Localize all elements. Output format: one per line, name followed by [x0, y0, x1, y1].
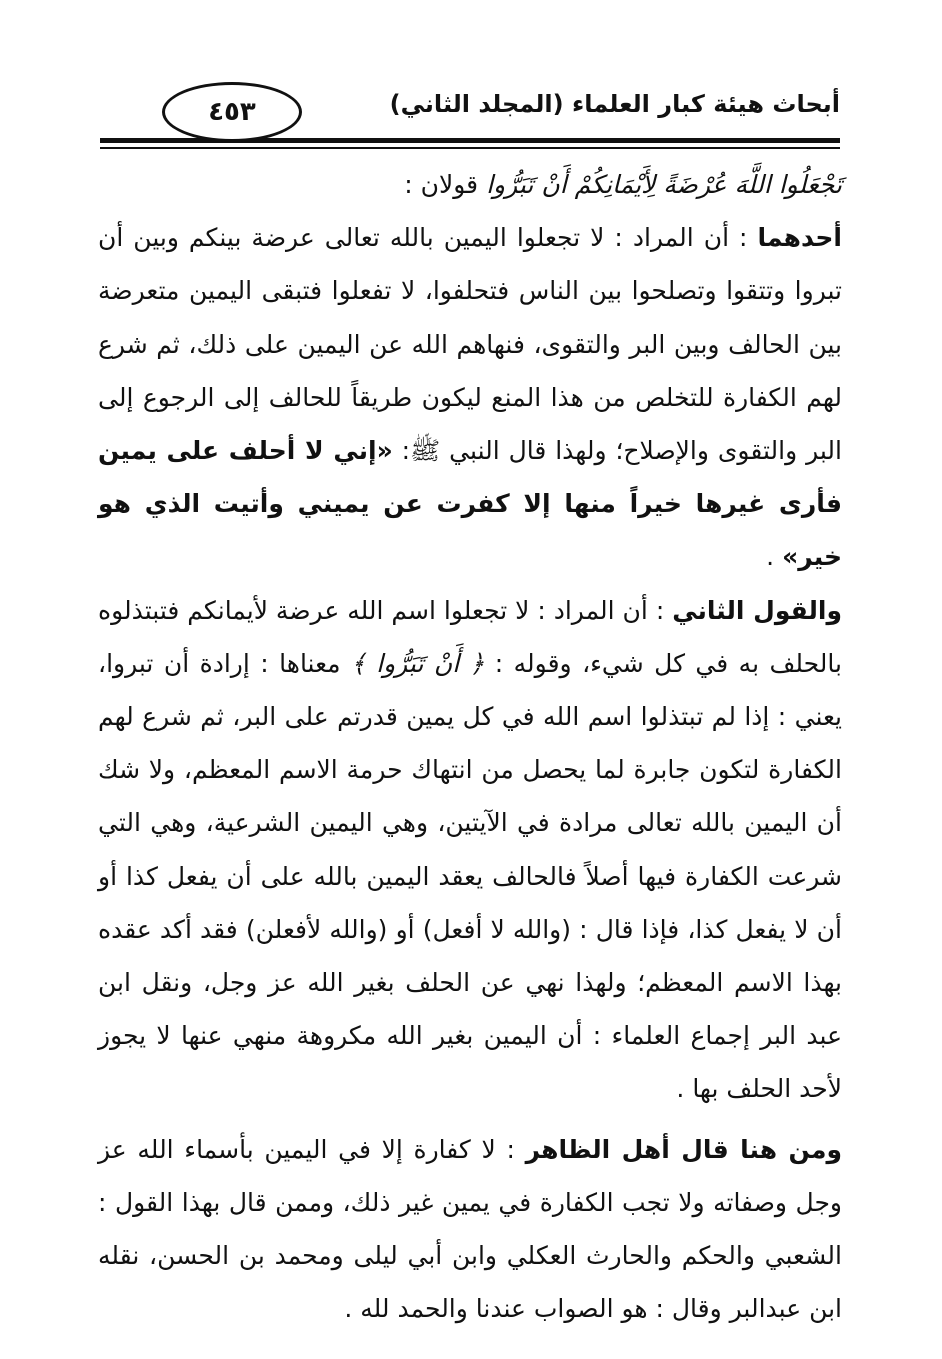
quran-verse: ﴿ أَنْ تَبَرُّوا ﴾: [351, 648, 485, 678]
paragraph-text-continued: معناها : إرادة أن تبروا، يعني : إذا لم تبتذلوا اسم الله في كل يمين قدرتم على البر، ثم شرع لهم الكفارة لتكون جابرة لما يحصل من انتهاك حرمة الاسم المعظم، ولا شك أن اليمين بالله تعالى مرادة في الآيتين، وهي اليمين الشرعية، وهي التي شرعت الكفارة فيها أصلاً فالحالف يعقد اليمين بالله على أن يفعل كذا أو أن لا يفعل كذا، فإذا قال : (والله لا أفعل) أو (والله لأفعلن) فقد أكد عقده بهذا الاسم المعظم؛ ولهذا نهي عن الحلف بغير الله عز وجل، ونقل ابن عبد البر إجماع العلماء : أن اليمين بغير الله مكروهة منهي عنها لا يجوز لأحد الحلف بها .: [98, 648, 842, 1104]
paragraph-second-opinion: [98, 584, 842, 1116]
body-text: [98, 158, 842, 1335]
paragraph-lead: والقول الثاني: [672, 595, 842, 625]
paragraph-intro: [98, 158, 842, 211]
paragraph-text: قولان :: [404, 170, 487, 199]
paragraph-text: : أن المراد : لا تجعلوا اليمين بالله تعالى عرضة بينكم وبين أن تبروا وتتقوا وتصلحوا بين الناس فتحلفوا، لا تفعلوا فتبقى اليمين متعرضة بين الحالف وبين البر والتقوى، فنهاهم الله عن اليمين على ذلك، ثم شرع لهم الكفارة للتخلص من هذا المنع ليكون طريقاً للحالف إلى الرجوع إلى البر والتقوى والإصلاح؛ ولهذا قال النبي ﷺ:: [98, 223, 842, 466]
paragraph-text: : لا كفارة إلا في اليمين بأسماء الله عز وجل وصفاته ولا تجب الكفارة في يمين غير ذلك، وممن قال بهذا القول : الشعبي والحكم والحارث العكلي وابن أبي ليلى ومحمد بن الحسن، نقله ابن عبدالبر وقال : هو الصواب عندنا والحمد لله .: [98, 1134, 842, 1324]
paragraph-lead: ومن هنا قال أهل الظاهر: [525, 1134, 842, 1164]
header-rule-thin: [100, 147, 840, 149]
paragraph-text: : أن المراد : لا تجعلوا اسم الله عرضة لأيمانكم فتبتذلوه بالحلف به في كل شيء، وقوله :: [98, 595, 842, 678]
quran-verse: تَجْعَلُوا اللَّهَ عُرْضَةً لِأَيْمَانِكُمْ أَنْ تَبَرُّوا: [486, 170, 842, 199]
paragraph-first-opinion: [98, 211, 842, 583]
page-number: ٤٥٣: [162, 82, 302, 142]
hadith-quote: «إني لا أحلف على يمين فأرى غيرها خيراً منها إلا كفرت عن يميني وأتيت الذي هو خير»: [98, 436, 842, 572]
paragraph-zahiri: [98, 1123, 842, 1336]
running-head: أبحاث هيئة كبار العلماء (المجلد الثاني): [389, 90, 840, 118]
paragraph-end: .: [766, 542, 783, 572]
paragraph-lead: أحدهما: [757, 223, 842, 253]
